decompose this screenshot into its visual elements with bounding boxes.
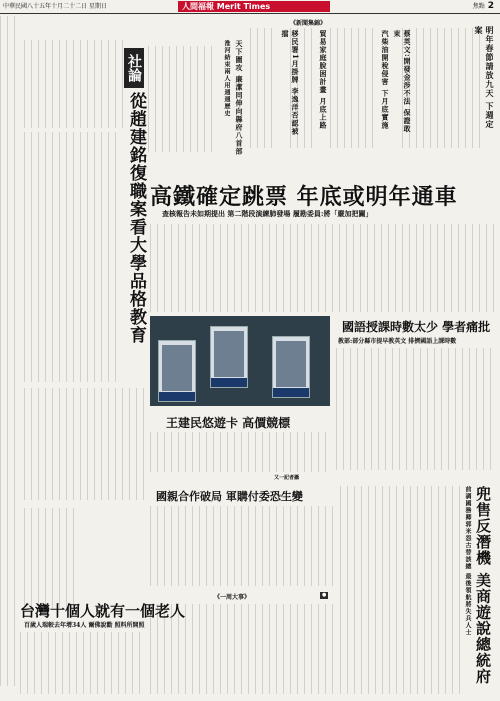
story-6-body — [250, 28, 278, 148]
column-tag: ● — [322, 592, 327, 598]
sub-right-headline: 兜售反潛機 美商遊說總統府 — [474, 486, 492, 685]
editorial-label: 社論 — [124, 48, 144, 88]
sub-right-subtitle: 前調國務卿郭米怨古替該總 最後領航將失兵人士 — [464, 486, 471, 637]
baseball-card — [210, 326, 248, 388]
story-2-headline: 蔡英文:開發金涉不法 保證敢束 — [393, 30, 412, 134]
editorial-title: 從趙建銘復職案看大學品格教育 — [126, 92, 146, 344]
left-column-body — [24, 508, 80, 608]
story-1-headline: 明年春節請放九天 下週定案 — [474, 26, 495, 129]
main-headline-subtitle: 查核報告未如期提出 第二階段演練肺發場 履勘委員:將「嚴加把關」 — [162, 209, 373, 218]
page-header — [0, 0, 500, 14]
language-body — [336, 348, 496, 470]
main-headline: 高鐵確定跳票 年底或明年通車 — [150, 184, 458, 210]
masthead: 人間福報 Merit Times — [178, 1, 330, 12]
news-digest-label: 《新聞集錦》 — [290, 20, 327, 27]
language-subtitle: 教部:部分縣市提早教英文 排擠國語上課時數 — [338, 338, 457, 345]
page-number: 2 — [487, 1, 494, 11]
elderly-body — [20, 632, 140, 694]
story-3-body — [330, 28, 378, 148]
wang-photo-credit: 又一記者攝 — [274, 475, 300, 481]
left-margin-text — [0, 16, 20, 686]
issue-date: 中華民國八十五年十月二十二日 星期日 — [3, 3, 107, 10]
elderly-headline: 台灣十個人就有一個老人 — [20, 602, 186, 620]
baseball-card — [272, 336, 310, 398]
section-label — [473, 0, 494, 13]
editorial-body-top — [24, 40, 124, 128]
editorial-body — [24, 132, 122, 382]
weekly-column-body — [150, 604, 336, 694]
language-headline: 國語授課時數太少 學者痛批 — [342, 320, 491, 334]
editorial-body-right — [148, 46, 218, 152]
story-5-headline: 移民署1月掛牌 李逸洋否認被擋 — [281, 30, 300, 136]
section-name: 焦點 — [472, 3, 485, 10]
story-7-headline: 淮河結束兩人用週週歷史 — [223, 40, 230, 117]
story-6-headline: 天下圍攻 廉潔同伸向縣府八首部 — [235, 40, 244, 156]
weekly-column-label: 《一周大事》 — [214, 594, 251, 601]
elderly-subtitle: 百歲人瑞較去年增34人 爾佛說勸 照料所開照 — [24, 622, 145, 629]
left-column-body — [24, 388, 144, 500]
story-1-body — [402, 28, 482, 148]
main-story-body — [150, 224, 496, 312]
baseball-card — [158, 340, 196, 402]
story-3-headline: 汽柴油開稅侵害 下月底實施 — [381, 30, 390, 130]
sub-right-body — [340, 486, 460, 694]
mainland-body — [150, 506, 336, 586]
wang-body — [150, 432, 330, 472]
wang-headline: 王建民悠遊卡 高價競標 — [166, 416, 291, 430]
story-4-headline: 貿易家庭脫困計畫 月底上路 — [319, 30, 328, 130]
mainland-headline: 國親合作破局 軍購付委恐生變 — [156, 490, 303, 503]
story-5-body — [290, 28, 316, 148]
